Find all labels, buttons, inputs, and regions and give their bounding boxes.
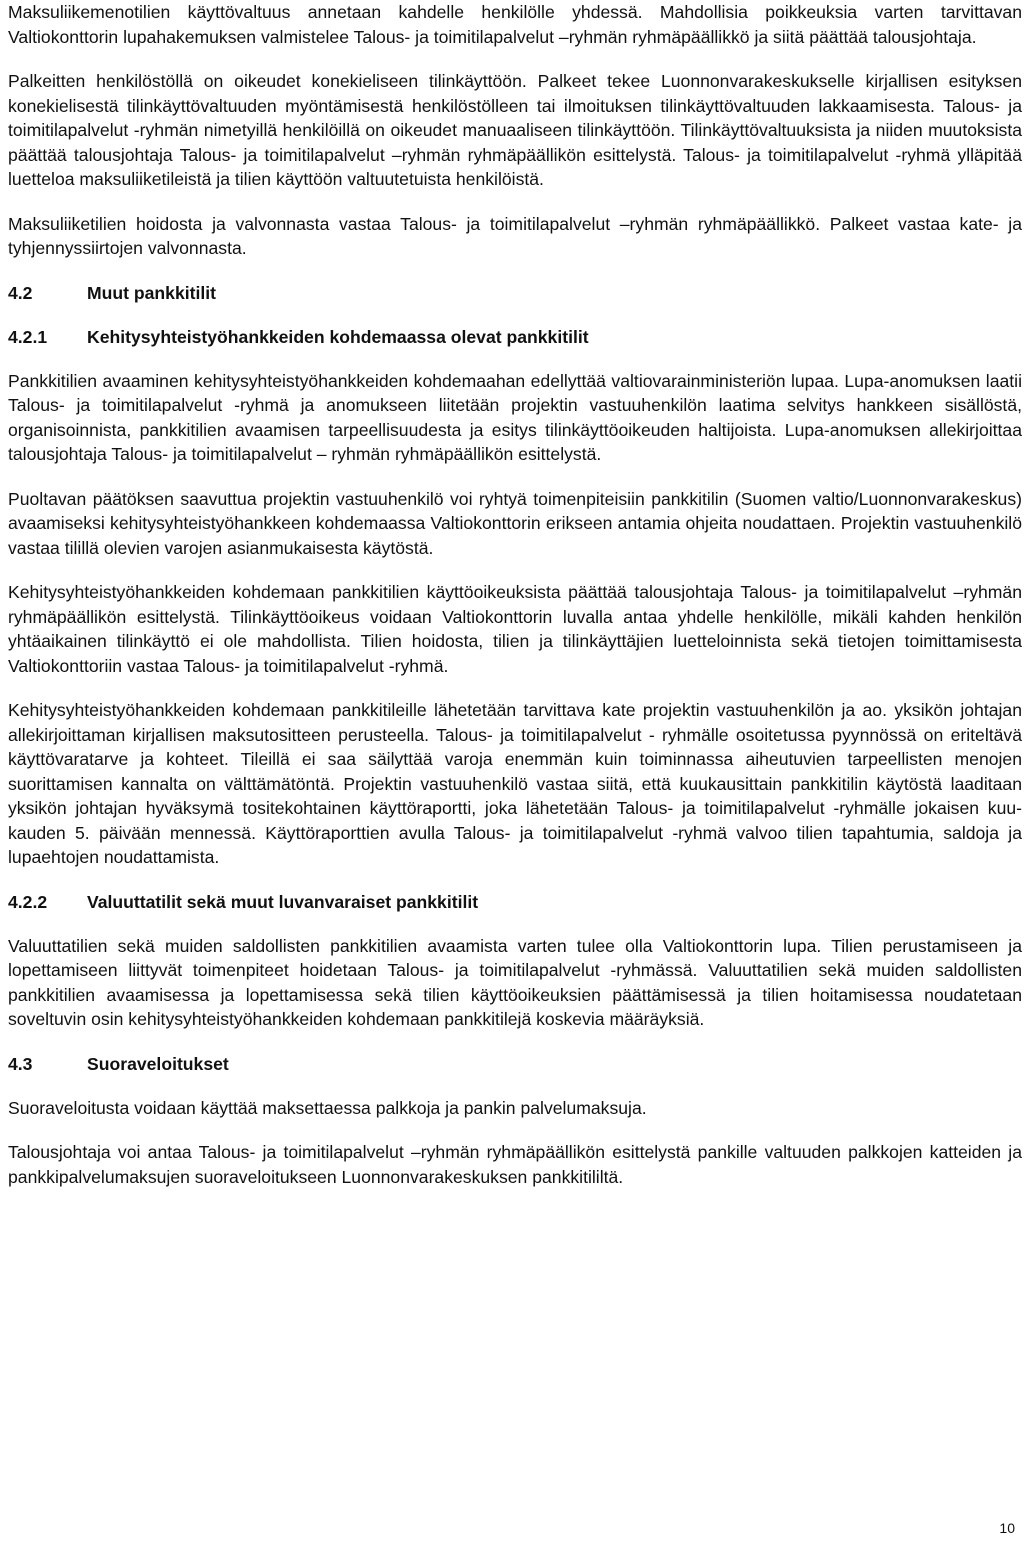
paragraph-usage-rights: Kehitysyhteistyöhankkeiden kohdemaan pankkitilien käyttöoikeuksista päättää talousjohtaja Talous- ja toimitilapalvelut –ryhmän ryhmäpäällikön esittelystä. Tilinkäyttöoikeus voidaan Valtiokonttorin luvalla antaa yhdelle henkilölle, mikäli kahden henkilön yhtäaikainen tilinkäyttö ei ole mahdollista. Tilien hoidosta, tilien ja tilinkäyttäjien luetteloinnista sekä tietojen toimittamisesta Valtiokonttoriin vastaa Talous- ja toimitilapalvelut -ryhmä.: [8, 582, 1022, 676]
paragraph-opening-accounts: Pankkitilien avaaminen kehitysyhteistyöhankkeiden kohdemaahan edellyttää valtiovarainministeriön lupaa. Lupa-anomuksen laatii Talous- ja toimitilapalvelut -ryhmä ja anomukseen liitetään projektin vastuuhenkilön laatima selvitys hankkeen sisällöstä, organisoinnista, pankkitilien avaamisen tarpeellisuudesta ja esitys tilinkäyttöoikeuden haltijoista. Lupa-anomuksen allekirjoittaa talousjohtaja Talous- ja toimitilapalvelut – ryhmän ryhmäpäällikön esittelystä.: [8, 370, 1022, 464]
section-number: 4.2.1: [8, 326, 48, 347]
section-number: 4.2.2: [8, 891, 48, 912]
paragraph-direct-debit-authority: Talousjohtaja voi antaa Talous- ja toimitilapalvelut –ryhmän ryhmäpäällikön esittelystä pankille valtuuden palkkojen katteiden ja pankkipalvelumaksujen suoraveloitukseen Luonnonvarakeskuksen pankkitililtä.: [8, 1142, 1022, 1187]
section-title: Suoraveloitukset: [87, 1053, 229, 1074]
section-title: Kehitysyhteistyöhankkeiden kohdemaassa olevat pankkitilit: [87, 326, 589, 347]
section-title: Valuuttatilit sekä muut luvanvaraiset pankkitilit: [87, 891, 479, 912]
paragraph-funding-and-reports: Kehitysyhteistyöhankkeiden kohdemaan pankkitileille lähetetään tarvittava kate projektin vastuuhenkilön ja ao. yksikön johtajan allekirjoittaman kirjallisen maksutositteen perusteella. Talous- ja toimitilapalvelut - ryhmälle osoitetussa pyynnössä on eriteltävä käyttövaratarve ja kohteet. Tileillä ei saa säilyttää varoja enemmän kuin toiminnassa aiheutuvien tarpeellisten menojen suorittamisen kannalta on välttämätöntä. Projektin vastuuhenkilö vastaa siitä, että kuukausittain pankkitilin käytöstä laaditaan yksikön johtajan hyväksymä tositekohtainen käyttöraportti, joka lähetetään Talous- ja toimitilapalvelut -ryhmälle jokaisen kuukauden 5. päivään mennessä. Käyttöraporttien avulla Talous- ja toimitilapalvelut -ryhmä valvoo tilien tapahtumia, saldoja ja lupaehtojen noudattamista.: [8, 700, 1022, 867]
paragraph-account-supervision: Maksuliiketilien hoidosta ja valvonnasta vastaa Talous- ja toimitilapalvelut –ryhmän ryhmäpäällikkö. Palkeet vastaa kate- ja tyhjennyssiirtojen valvonnasta.: [8, 213, 1022, 258]
paragraph-payment-account-authority: Maksuliikemenotilien käyttövaltuus annetaan kahdelle henkilölle yhdessä. Mahdollisia poikkeuksia varten tarvittavan Valtiokonttorin lupahakemuksen valmistelee Talous- ja toimitilapalvelut –ryhmän ryhmäpäällikkö ja siitä päättää talousjohtaja.: [8, 2, 1022, 47]
section-heading-4-2-2: [8, 890, 1022, 914]
section-number: 4.3: [8, 1053, 33, 1074]
section-heading-4-3: [8, 1052, 1022, 1076]
section-heading-4-2-1: [8, 325, 1022, 349]
section-number: 4.2: [8, 282, 33, 303]
paragraph-direct-debit-use: Suoraveloitusta voidaan käyttää maksettaessa palkkoja ja pankin palvelumaksuja.: [8, 1097, 647, 1118]
section-heading-4-2: [8, 281, 1022, 305]
section-title: Muut pankkitilit: [87, 282, 217, 303]
paragraph-positive-decision: Puoltavan päätöksen saavuttua projektin vastuuhenkilö voi ryhtyä toimenpiteisiin pankkitilin (Suomen valtio/Luonnonvarakeskus) avaamiseksi kehitysyhteistyöhankkeen kohdemaassa Valtiokonttorin erikseen antamia ohjeita noudattaen. Projektin vastuuhenkilö vastaa tilillä olevien varojen asianmukaisesta käytöstä.: [8, 488, 1022, 558]
paragraph-palkeet-account-use: Palkeitten henkilöstöllä on oikeudet konekieliseen tilinkäyttöön. Palkeet tekee Luonnonvarakeskukselle kirjallisen esityksen konekielisestä tilinkäyttövaltuuden myöntämisestä henkilöstölleen tai ilmoituksen tilinkäyttövaltuuden lakkaamisesta. Talous- ja toimitilapalvelut -ryhmän nimetyillä henkilöillä on oikeudet manuaaliseen tilinkäyttöön. Tilinkäyttövaltuuksista ja niiden muutoksista päättää talousjohtaja Talous- ja toimitilapalvelut –ryhmän ryhmäpäällikön esittelystä. Talous- ja toimitilapalvelut -ryhmä ylläpitää luetteloa maksuliiketileistä ja tilien käyttöön valtuutetuista henkilöistä.: [8, 71, 1022, 189]
paragraph-currency-accounts: Valuuttatilien sekä muiden saldollisten pankkitilien avaamista varten tulee olla Valtiokonttorin lupa. Tilien perustamiseen ja lopettamiseen liittyvät toimenpiteet hoidetaan Talous- ja toimitilapalvelut -ryhmässä. Valuuttatilien sekä muiden saldollisten pankkitilien avaamisessa ja lopettamisessa sekä tilien käyttöoikeuksien päättämisessä ja tilien hoitamisessa noudatetaan soveltuvin osin kehitysyhteistyöhankkeiden kohdemaan pankkitilejä koskevia määräyksiä.: [8, 935, 1022, 1029]
document-page: [8, 0, 1022, 1209]
page-number: 10: [999, 1520, 1015, 1536]
